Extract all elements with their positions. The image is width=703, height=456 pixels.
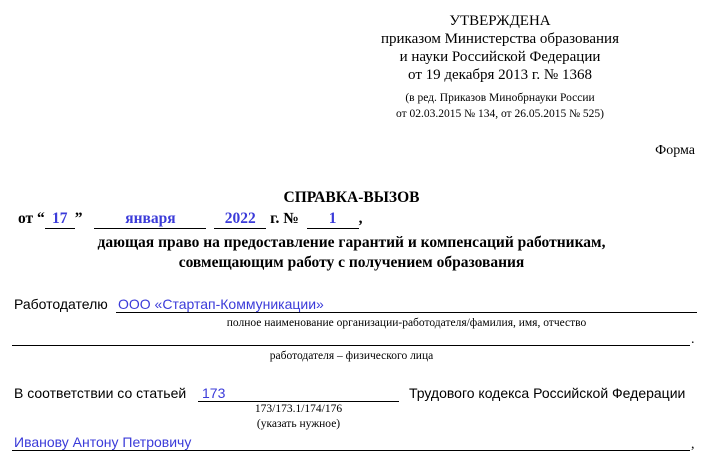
approval-edition-line2: от 02.03.2015 № 134, от 26.05.2015 № 525) (395, 108, 605, 120)
article-line (198, 401, 399, 402)
article-options: 173/173.1/174/176 (254, 403, 343, 415)
day-field[interactable]: 17 (45, 210, 75, 229)
date-line (18, 210, 363, 229)
employer-line-2 (12, 345, 690, 346)
approval-title: УТВЕРЖДЕНА (449, 13, 551, 29)
subtitle-line2: совмещающим работу с получением образования (178, 254, 525, 271)
employer-label: Работодателю (14, 296, 108, 312)
month-field[interactable]: января (94, 210, 206, 229)
approval-block (381, 12, 619, 122)
employer-trail: . (691, 332, 695, 347)
employer-caption: полное наименование организации-работодателя/фамилия, имя, отчество (226, 317, 587, 329)
document-subtitle (0, 233, 703, 273)
year-suffix: г. № (270, 210, 299, 227)
article-label: В соответствии со статьей (14, 385, 187, 401)
document-title: СПРАВКА-ВЫЗОВ (283, 189, 420, 206)
date-prefix: от “ (18, 210, 45, 227)
approval-date: от 19 декабря 2013 г. № 1368 (408, 67, 592, 83)
employer-value[interactable]: ООО «Стартап-Коммуникации» (118, 296, 324, 312)
approval-edition-line1: (в ред. Приказов Минобрнауки России (405, 92, 595, 104)
article-value[interactable]: 173 (202, 385, 226, 401)
employer-line (116, 312, 697, 313)
employer-caption-2: работодателя – физического лица (269, 350, 434, 362)
year-field[interactable]: 2022 (214, 210, 266, 229)
employee-line (12, 450, 690, 451)
employee-name[interactable]: Иванову Антону Петровичу (14, 434, 192, 450)
date-comma: , (358, 210, 363, 227)
article-suffix: Трудового кодекса Российской Федерации (409, 385, 686, 401)
number-field[interactable]: 1 (307, 210, 359, 229)
date-close-quote: ” (74, 210, 83, 227)
employee-trail: , (691, 437, 695, 452)
subtitle-line1: дающая право на предоставление гарантий и компенсаций работникам, (97, 234, 606, 251)
article-hint: (указать нужное) (256, 418, 341, 430)
approval-ministry: и науки Российской Федерации (399, 49, 601, 65)
form-label: Форма (655, 143, 695, 158)
approval-order: приказом Министерства образования (381, 31, 619, 47)
